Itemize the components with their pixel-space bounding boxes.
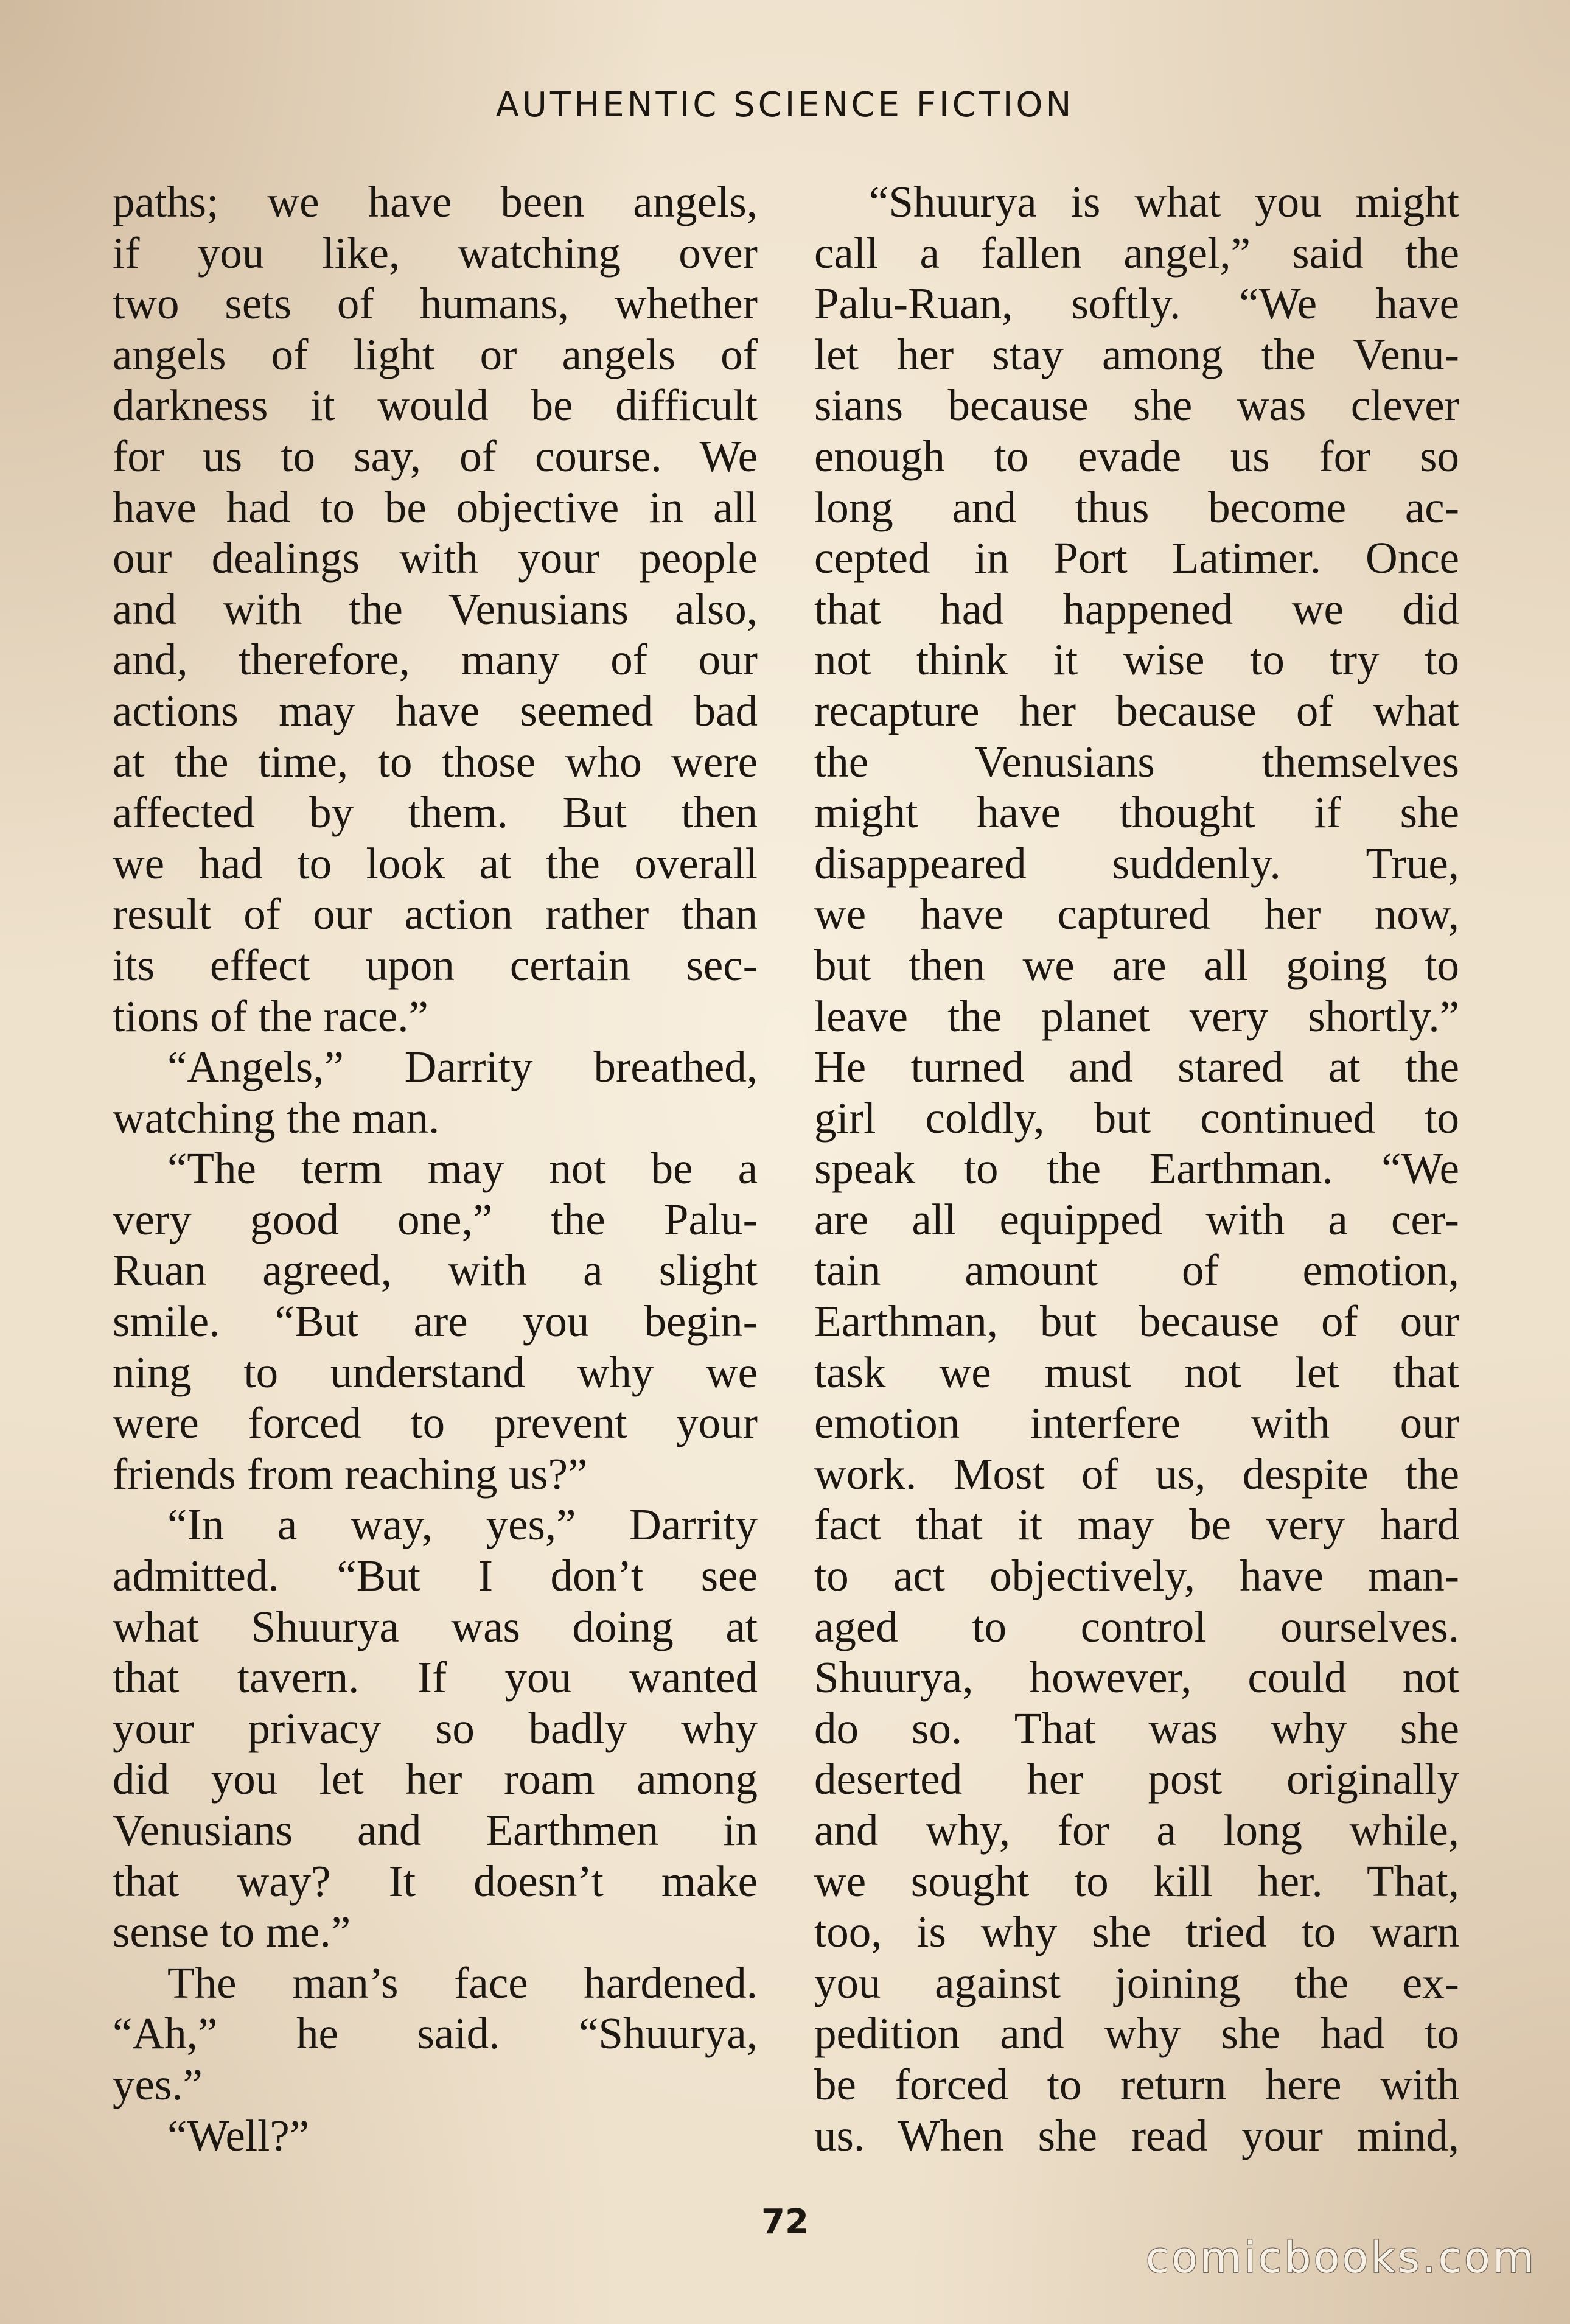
text-line: fact that it may be very hard [814, 1500, 1459, 1550]
text-line: very good one,” the Palu- [113, 1194, 758, 1244]
text-line: The man’s face hardened. [167, 1958, 758, 2007]
text-line: that had happened we did [814, 584, 1459, 634]
text-line: leave the planet very shortly.” [814, 991, 1459, 1041]
text-line: and why, for a long while, [814, 1805, 1459, 1855]
text-line: for us to say, of course. We [113, 431, 758, 481]
text-line: task we must not let that [814, 1347, 1459, 1397]
text-line: darkness it would be difficult [113, 380, 758, 430]
text-line: we sought to kill her. That, [814, 1856, 1459, 1906]
text-line: long and thus become ac- [814, 482, 1459, 532]
text-line: you against joining the ex- [814, 1958, 1459, 2007]
text-line: affected by them. But then [113, 788, 758, 838]
text-line: let her stay among the Venu- [814, 329, 1459, 379]
text-line: we had to look at the overall [113, 838, 758, 888]
text-line: its effect upon certain sec- [113, 940, 758, 990]
text-line: at the time, to those who were [113, 737, 758, 786]
text-line: tain amount of emotion, [814, 1245, 1459, 1295]
text-line: do so. That was why she [814, 1703, 1459, 1753]
text-line: that tavern. If you wanted [113, 1653, 758, 1703]
text-line: “Angels,” Darrity breathed, [167, 1042, 758, 1092]
text-line: “The term may not be a [167, 1144, 758, 1194]
text-line: pedition and why she had to [814, 2009, 1459, 2059]
text-line: might have thought if she [814, 788, 1459, 838]
text-line: but then we are all going to [814, 940, 1459, 990]
text-line: aged to control ourselves. [814, 1601, 1459, 1651]
text-line: and, therefore, many of our [113, 635, 758, 685]
text-line: disappeared suddenly. True, [814, 838, 1459, 888]
text-line: recapture her because of what [814, 685, 1459, 735]
text-line: be forced to return here with [814, 2059, 1459, 2109]
text-line: are all equipped with a cer- [814, 1194, 1459, 1244]
text-line: “Ah,” he said. “Shuurya, [113, 2009, 758, 2059]
text-line: angels of light or angels of [113, 329, 758, 379]
text-line: the Venusians themselves [814, 737, 1459, 786]
text-line: He turned and stared at the [814, 1042, 1459, 1092]
text-line: what Shuurya was doing at [113, 1601, 758, 1651]
text-line: us. When she read your mind, [814, 2110, 1459, 2160]
text-line: yes.” [113, 2059, 203, 2109]
text-line: “Well?” [167, 2110, 310, 2160]
text-line: if you like, watching over [113, 228, 758, 278]
text-line: not think it wise to try to [814, 635, 1459, 685]
text-line: and with the Venusians also, [113, 584, 758, 634]
text-line: to act objectively, have man- [814, 1551, 1459, 1601]
text-line: “In a way, yes,” Darrity [167, 1500, 758, 1550]
text-line: Ruan agreed, with a slight [113, 1245, 758, 1295]
text-line: result of our action rather than [113, 889, 758, 939]
text-line: sense to me.” [113, 1907, 351, 1957]
text-line: work. Most of us, despite the [814, 1449, 1459, 1499]
text-line: two sets of humans, whether [113, 279, 758, 329]
text-line: were forced to prevent your [113, 1398, 758, 1448]
text-line: actions may have seemed bad [113, 685, 758, 735]
text-line: paths; we have been angels, [113, 177, 758, 226]
text-line: our dealings with your people [113, 533, 758, 583]
text-line: that way? It doesn’t make [113, 1856, 758, 1906]
right-text-column [814, 177, 1459, 2161]
text-line: ning to understand why we [113, 1347, 758, 1397]
text-line: speak to the Earthman. “We [814, 1144, 1459, 1194]
text-line: too, is why she tried to warn [814, 1907, 1459, 1957]
text-line: Venusians and Earthmen in [113, 1805, 758, 1855]
text-line: friends from reaching us?” [113, 1449, 588, 1499]
text-line: smile. “But are you begin- [113, 1297, 758, 1346]
text-line: Palu-Ruan, softly. “We have [814, 279, 1459, 329]
text-line: enough to evade us for so [814, 431, 1459, 481]
watermark: comicbooks.com [1145, 2233, 1537, 2283]
text-line: sians because she was clever [814, 380, 1459, 430]
text-line: we have captured her now, [814, 889, 1459, 939]
text-line: have had to be objective in all [113, 482, 758, 532]
text-line: admitted. “But I don’t see [113, 1551, 758, 1601]
text-line: tions of the race.” [113, 991, 428, 1041]
text-line: emotion interfere with our [814, 1398, 1459, 1448]
left-text-column [113, 177, 758, 2161]
running-head: AUTHENTIC SCIENCE FICTION [495, 85, 1075, 125]
text-line: Earthman, but because of our [814, 1297, 1459, 1346]
page-number: 72 [761, 2202, 809, 2242]
text-line: call a fallen angel,” said the [814, 228, 1459, 278]
text-line: did you let her roam among [113, 1754, 758, 1804]
text-line: watching the man. [113, 1093, 440, 1143]
text-line: girl coldly, but continued to [814, 1093, 1459, 1143]
text-line: cepted in Port Latimer. Once [814, 533, 1459, 583]
text-line: Shuurya, however, could not [814, 1653, 1459, 1703]
text-line: “Shuurya is what you might [869, 177, 1459, 226]
text-line: deserted her post originally [814, 1754, 1459, 1804]
text-line: your privacy so badly why [113, 1703, 758, 1753]
